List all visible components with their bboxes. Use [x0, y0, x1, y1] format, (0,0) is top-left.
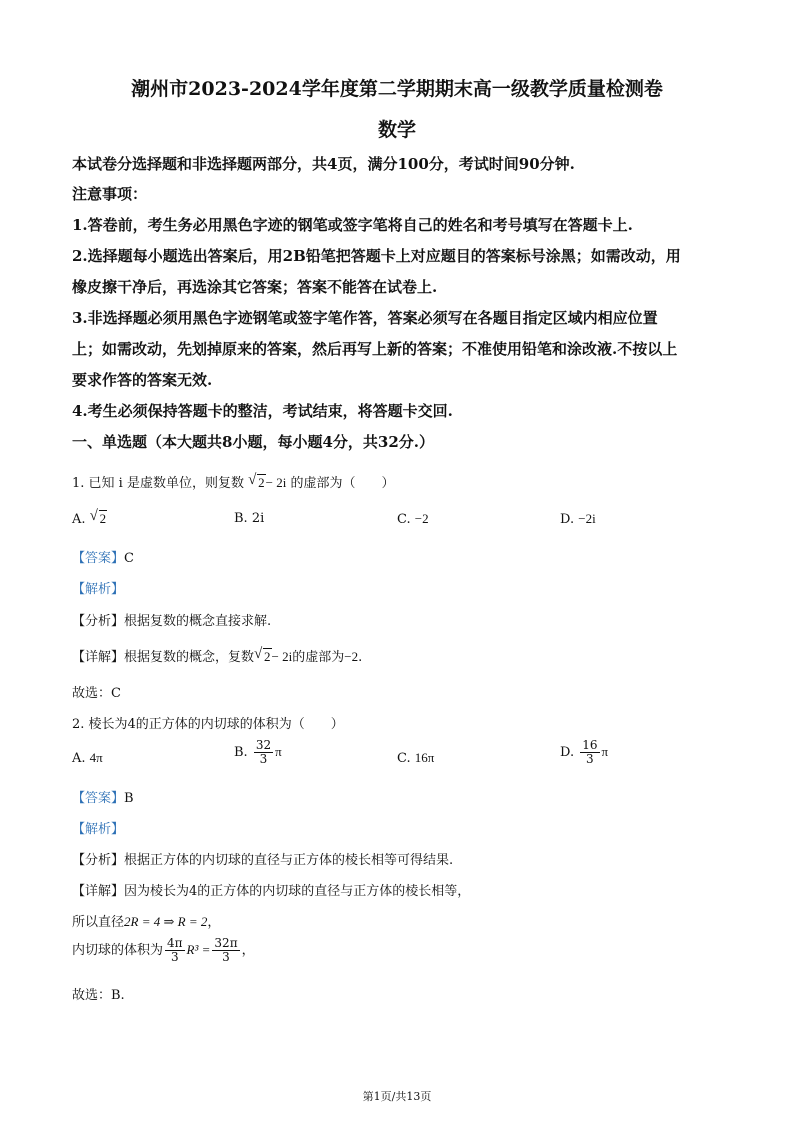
page-number: 第1页/共13页	[362, 1090, 432, 1103]
section-heading: 一、单选题（本大题共8小题，每小题4分，共32分.）	[72, 433, 434, 451]
sqrt-symbol: √ 2	[248, 472, 265, 490]
note-3-line-1: 3.非选择题必须用黑色字迹钢笔或签字笔作答，答案必须写在各题目指定区域内相应位置	[72, 309, 658, 327]
note-3-line-3: 要求作答的答案无效.	[72, 371, 213, 389]
q2-option-c: C. 16π	[397, 750, 435, 766]
note-2-line-1: 2.选择题每小题选出答案后，用2B铅笔把答题卡上对应题目的答案标号涂黑；如需改动，用	[72, 247, 681, 265]
q1-xiangjie: 【详解】根据复数的概念，复数 √ 2− 2i的虚部为−2.	[72, 646, 363, 665]
subject-title: 数学	[377, 119, 416, 141]
q2-conclusion: 故选：B.	[72, 988, 125, 1003]
q2-analysis-tag: 【解析】	[72, 822, 125, 837]
document-title: 潮州市2023-2024学年度第二学期期末高一级教学质量检测卷	[131, 78, 663, 100]
q2-option-d: D. $\frac{16}{3}$ π	[560, 738, 609, 766]
note-1: 1.答卷前，考生务必用黑色字迹的钢笔或签字笔将自己的姓名和考号填写在答题卡上.	[72, 216, 633, 234]
q2-xiangjie: 【详解】因为棱长为4的正方体的内切球的直径与正方体的棱长相等，	[72, 884, 471, 899]
q2-fenxi: 【分析】根据正方体的内切球的直径与正方体的棱长相等可得结果.	[72, 853, 454, 868]
q2-answer: 【答案】B	[72, 791, 134, 806]
q1-answer: 【答案】C	[72, 551, 134, 566]
note-2-line-2: 橡皮擦干净后，再选涂其它答案；答案不能答在试卷上.	[72, 278, 438, 296]
question-2-stem: 2. 棱长为4的正方体的内切球的体积为（ ）	[72, 717, 344, 732]
notes-heading: 注意事项：	[72, 185, 148, 203]
note-4: 4.考生必须保持答题卡的整洁，考试结束，将答题卡交回.	[72, 402, 453, 420]
q1-analysis-tag: 【解析】	[72, 582, 125, 597]
q2-option-b: B. $\frac{32}{3}$ π	[234, 738, 282, 766]
q1-fenxi: 【分析】根据复数的概念直接求解.	[72, 614, 272, 629]
q1-option-c: C. −2	[397, 511, 429, 527]
q2-option-a: A. 4π	[72, 750, 103, 766]
exam-summary: 本试卷分选择题和非选择题两部分，共4页，满分100分，考试时间90分钟.	[72, 155, 575, 173]
q1-option-d: D. −2i	[560, 511, 596, 527]
q1-conclusion: 故选：C	[72, 686, 121, 701]
q1-option-b: B. 2i	[234, 511, 265, 526]
question-1-stem: 1. 已知 i 是虚数单位，则复数 √ 2− 2i 的虚部为（ ）	[72, 472, 395, 491]
q2-step-2: 内切球的体积为 $\frac{4\pi}{3}$ R³ = $\frac{32\pi}{3}$ ，	[72, 936, 255, 964]
q1-option-a: A. √ 2	[72, 508, 107, 527]
q2-step-1: 所以直径2R = 4 ⇒ R = 2，	[72, 914, 221, 930]
sqrt-symbol: √ 2	[89, 508, 107, 526]
sqrt-symbol: √ 2	[254, 646, 271, 664]
note-3-line-2: 上；如需改动，先划掉原来的答案，然后再写上新的答案；不准使用铅笔和涂改液.不按以上	[72, 340, 678, 358]
